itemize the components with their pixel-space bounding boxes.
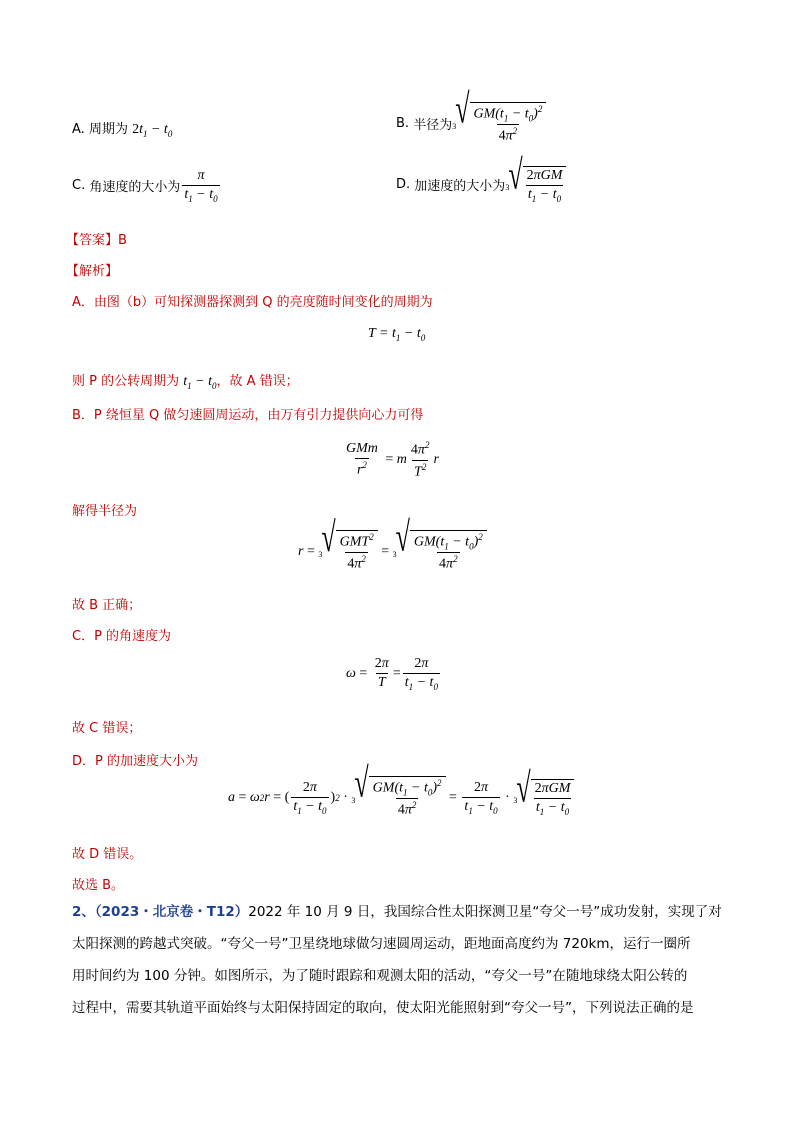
analysis-a-result-formula: $t_1 - t_0$: [183, 374, 217, 391]
answer-tag: 【答案】B: [66, 233, 127, 248]
option-a-label: A.: [72, 122, 85, 137]
option-c-formula: $\frac{\pi}{t_1 - t_0}$: [184, 168, 218, 204]
analysis-a-line: A．由图（b）可知探测器探测到 Q 的亮度随时间变化的周期为: [72, 295, 433, 310]
question2-line2: 太阳探测的跨越式突破。“夸父一号”卫星绕地球做匀速圆周运动，距地面高度约为 720km，运行一圈所: [72, 936, 691, 952]
option-a-formula: $2t_1 - t_0$: [132, 122, 173, 139]
analysis-final: 故选 B。: [72, 878, 125, 893]
option-d-formula: 3 √ $\frac{\text{2πGM}}{t_1 - t_0}$: [505, 166, 566, 204]
analysis-b-solve: 解得半径为: [72, 504, 138, 519]
question2-text-1: 2022 年 10 月 9 日，我国综合性太阳探测卫星“夸父一号”成功发射，实现了对: [248, 904, 722, 920]
question2-source: （2023・北京卷・T12）: [94, 904, 249, 920]
analysis-c-result: 故 C 错误；: [72, 721, 142, 736]
formula-period: $T = t_1 - t_0$: [368, 326, 426, 343]
analysis-a-result-pre: 则 P 的公转周期为: [72, 374, 180, 389]
analysis-b-line: B．P 绕恒星 Q 做匀速圆周运动，由万有引力提供向心力可得: [72, 408, 424, 423]
analysis-d-result: 故 D 错误。: [72, 847, 143, 862]
question2-line1: [72, 898, 722, 926]
question2-line3: 用时间约为 100 分钟。如图所示，为了随时跟踪和观测太阳的活动，“夸父一号”在随地球绕太阳公转的: [72, 968, 688, 984]
option-d-text: 加速度的大小为: [414, 179, 506, 195]
option-a-text: 周期为: [88, 122, 128, 137]
analysis-b-result: 故 B 正确；: [72, 598, 142, 613]
option-b-formula: 3 √ $\frac{GM(t_1 - t_0)^2}{4\pi^2}$: [452, 102, 546, 145]
formula-radius: r = 3 √ $\frac{GMT^2}{4\pi^2}$ = 3 √ $\frac{GM(t_1 - t_0)^2}{4\pi^2}$: [298, 530, 487, 573]
question2-number: 2、: [72, 904, 95, 920]
analysis-c-line: C．P 的角速度为: [72, 629, 172, 644]
formula-acceleration: a = ω 2 r = ( $\frac{2\pi}{t_1 - t_0}$ ) 2 · 3 √ $\frac{GM(t_1 - t_0)^2}{4\pi^2}$ = $\frac{2\pi}{t_1 - t_0}$ · 3 √ $\frac{\text{2πGM}}{t_1 - t_0}$: [228, 776, 574, 819]
formula-gravitation: $\frac{\text{GMm}}{r^2}$ = m $\frac{4\pi^2}{T^2}$ r: [346, 440, 439, 480]
option-c-label: C.: [72, 178, 86, 194]
analysis-a-result: [72, 370, 299, 391]
question2-line4: 过程中，需要其轨道平面始终与太阳保持固定的取向，使太阳光能照射到“夸父一号”，下列说法正确的是: [72, 1000, 694, 1016]
option-d-label: D.: [396, 177, 411, 193]
option-d: [396, 151, 566, 204]
formula-angular-velocity: ω = $\frac{2\pi}{T}$ = $\frac{2\pi}{t_1 - t_0}$: [346, 656, 438, 692]
option-a: [72, 118, 172, 139]
analysis-d-line: D．P 的加速度大小为: [72, 754, 198, 769]
analysis-a-result-post: ，故 A 错误；: [216, 374, 299, 389]
option-c: [72, 168, 222, 204]
option-b: [396, 85, 546, 145]
option-b-text: 半径为: [413, 118, 453, 134]
option-b-label: B.: [396, 116, 410, 132]
option-c-text: 角速度的大小为: [89, 180, 181, 196]
analysis-tag: 【解析】: [66, 264, 119, 279]
